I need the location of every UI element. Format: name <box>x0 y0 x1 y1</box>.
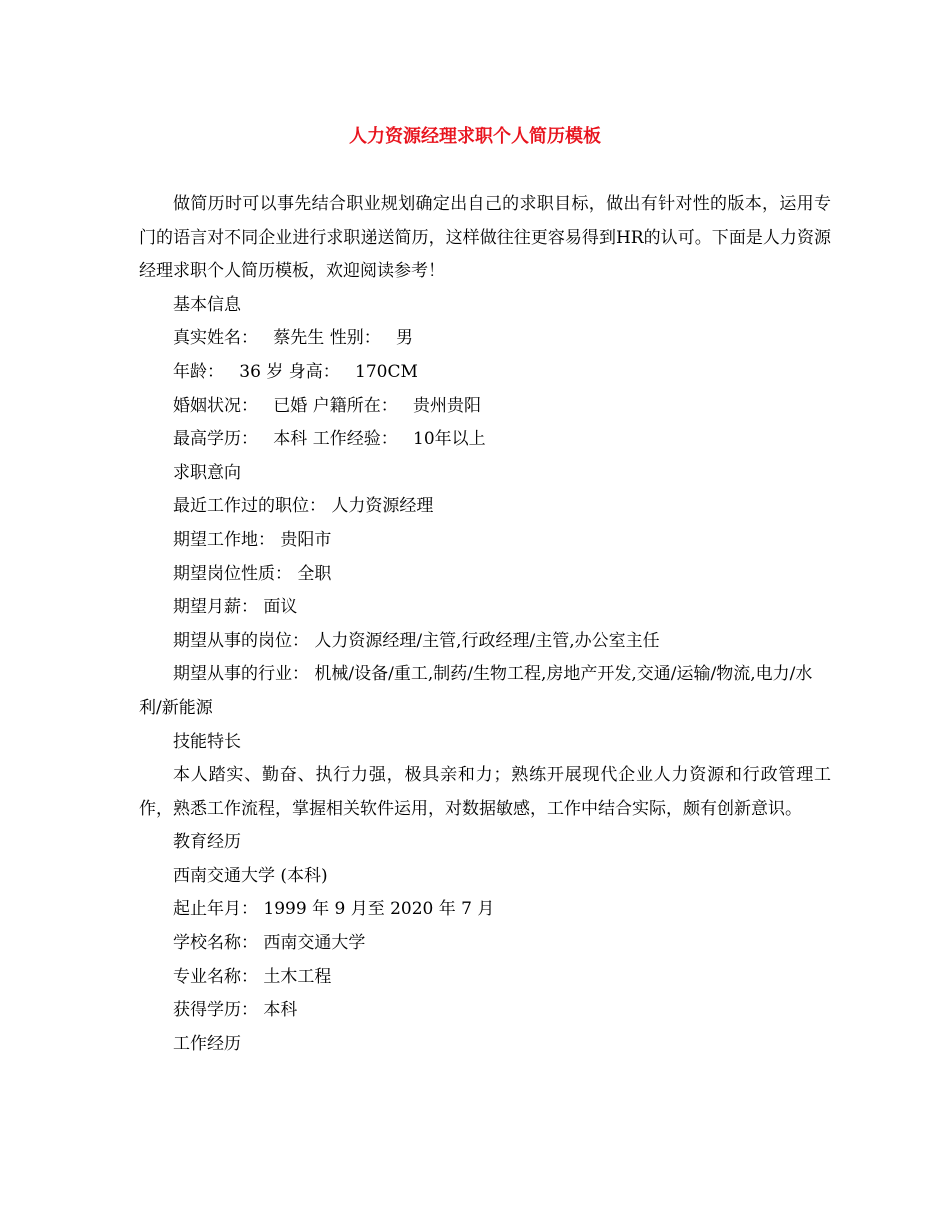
section-heading-job-intention: 求职意向 <box>173 462 241 483</box>
age-label: 年龄： <box>173 361 224 382</box>
education-label: 最高学历： <box>173 429 258 450</box>
gender-label: 性别： <box>329 328 381 349</box>
document-body <box>139 188 831 1061</box>
height-value: 170CM <box>355 361 418 382</box>
intro-paragraph: 做简历时可以事先结合职业规划确定出自己的求职目标，做出有针对性的版本，运用专门的语言对不同企业进行求职递送简历，这样做往往更容易得到HR的认可。下面是人力资源经理求职个人简历模板，欢迎阅读参考！ <box>139 194 831 282</box>
education-value: 本科 <box>273 429 308 450</box>
hukou-value: 贵州贵阳 <box>413 395 481 416</box>
name-label: 真实姓名： <box>173 328 258 349</box>
education-school-title: 西南交通大学 (本科) <box>173 865 328 886</box>
section-heading-work-history: 工作经历 <box>173 1033 241 1054</box>
basic-info-education-experience <box>139 423 831 457</box>
recent-position: 最近工作过的职位： 人力资源经理 <box>173 496 434 517</box>
education-major: 专业名称： 土木工程 <box>173 966 332 987</box>
hukou-label: 户籍所在： <box>312 395 398 416</box>
gender-value: 男 <box>396 328 413 349</box>
expected-location: 期望工作地： 贵阳市 <box>173 529 332 550</box>
expected-industries: 期望从事的行业： 机械/设备/重工,制药/生物工程,房地产开发,交通/运输/物流,电力/水利/新能源 <box>139 664 813 718</box>
basic-info-name-gender <box>139 322 831 356</box>
education-school-name: 学校名称： 西南交通大学 <box>173 933 366 954</box>
skills-paragraph: 本人踏实、勤奋、执行力强，极具亲和力；熟练开展现代企业人力资源和行政管理工作，熟悉工作流程，掌握相关软件运用，对数据敏感，工作中结合实际，颇有创新意识。 <box>139 765 831 819</box>
basic-info-age-height <box>139 356 831 390</box>
section-heading-basic-info: 基本信息 <box>173 294 241 315</box>
height-label: 身高： <box>288 361 340 382</box>
marital-value: 已婚 <box>273 395 308 416</box>
section-heading-skills: 技能特长 <box>173 731 241 752</box>
expected-nature: 期望岗位性质： 全职 <box>173 563 332 584</box>
section-heading-education: 教育经历 <box>173 832 241 853</box>
document-title: 人力资源经理求职个人简历模板 <box>349 126 601 147</box>
expected-salary: 期望月薪： 面议 <box>173 597 298 618</box>
expected-positions: 期望从事的岗位： 人力资源经理/主管,行政经理/主管,办公室主任 <box>173 630 660 651</box>
education-degree: 获得学历： 本科 <box>173 1000 298 1021</box>
age-value: 36 岁 <box>239 361 284 382</box>
experience-value: 10年以上 <box>413 429 486 450</box>
experience-label: 工作经验： <box>312 429 398 450</box>
name-value: 蔡先生 <box>273 328 325 349</box>
education-period: 起止年月： 1999 年 9 月至 2020 年 7 月 <box>173 899 495 920</box>
basic-info-marital-hukou <box>139 390 831 424</box>
marital-label: 婚姻状况： <box>173 395 258 416</box>
